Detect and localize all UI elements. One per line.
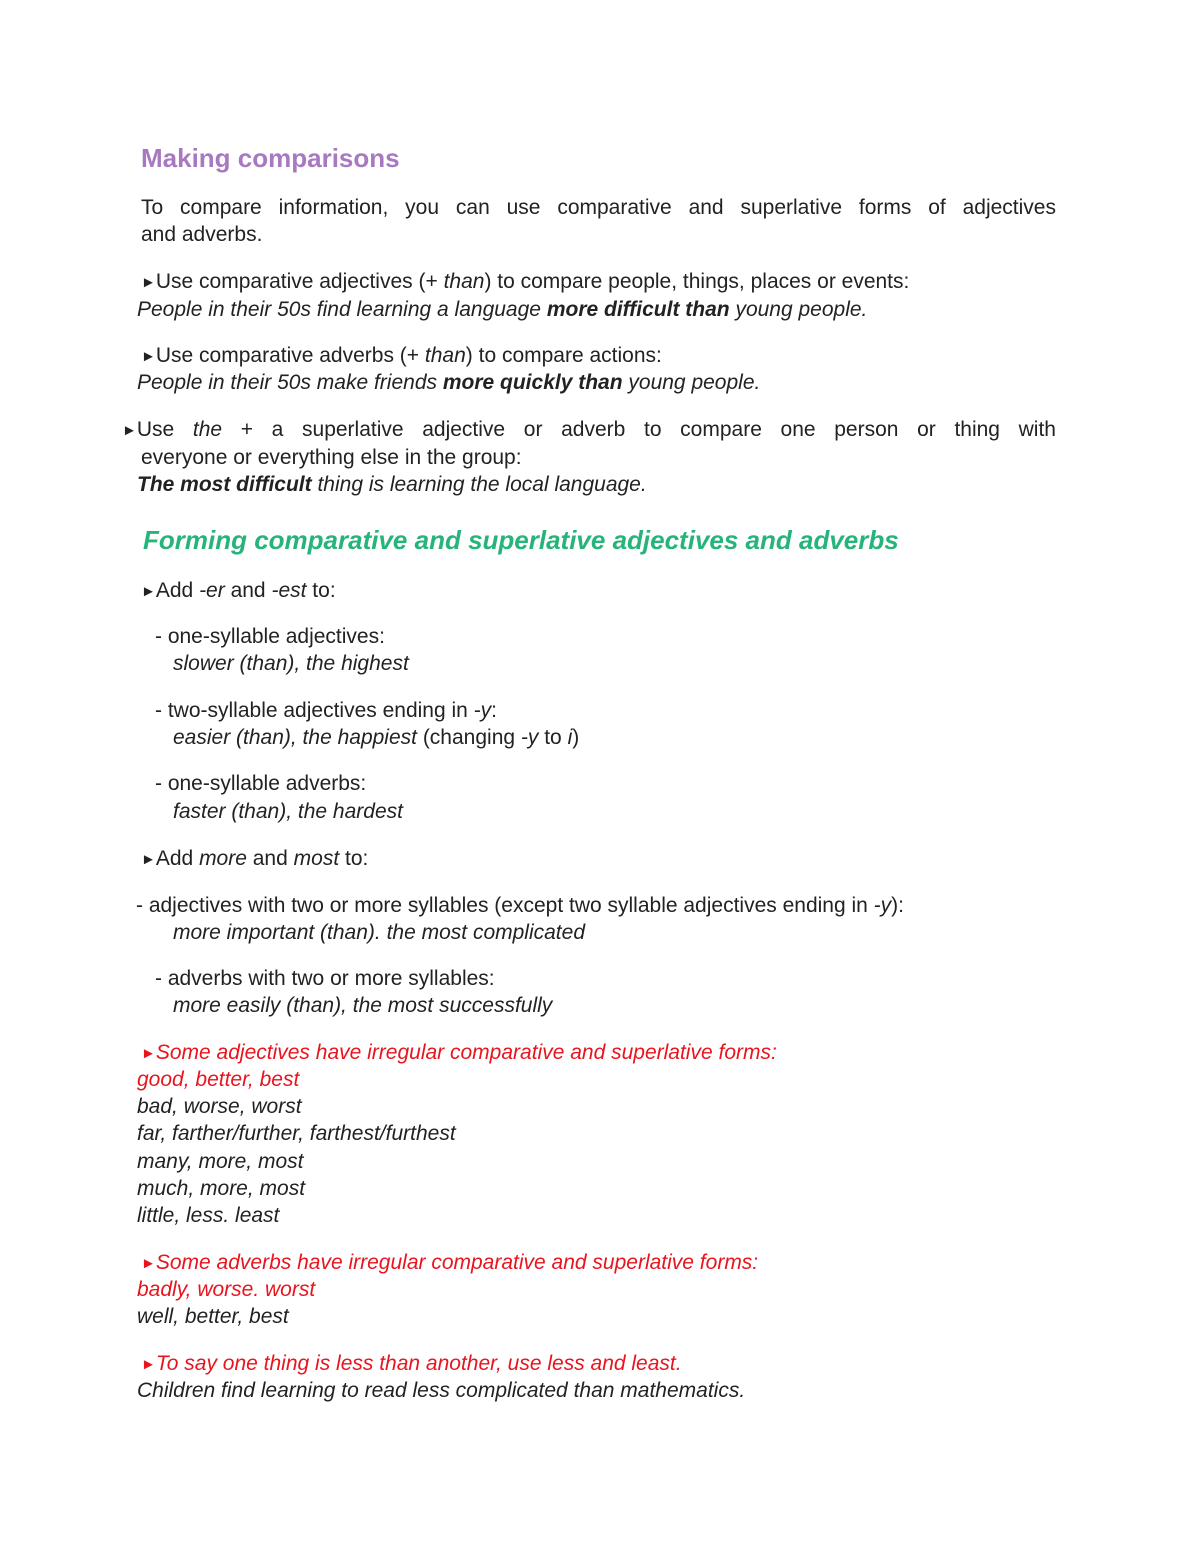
list-item-example: easier (than), the happiest (changing -y to i) <box>173 726 580 749</box>
list-item-label: - one-syllable adverbs: <box>155 772 367 795</box>
example-comparative-adjectives: People in their 50s find learning a language more difficult than young people. <box>137 298 868 321</box>
rule-comparative-adjectives: ►Use comparative adjectives (+ than) to compare people, things, places or events: <box>141 270 910 293</box>
arrow-bullet-icon: ► <box>122 422 137 439</box>
irregular-form: far, farther/further, farthest/furthest <box>137 1122 456 1145</box>
rule-irregular-adverbs: ►Some adverbs have irregular comparative and superlative forms: <box>141 1251 759 1274</box>
example-comparative-adverbs: People in their 50s make friends more quickly than young people. <box>137 371 761 394</box>
list-item-example: more important (than). the most complicated <box>173 921 586 944</box>
rule-comparative-adverbs: ►Use comparative adverbs (+ than) to compare actions: <box>141 344 662 367</box>
intro-line-1: To compare information, you can use comparative and superlative forms of adjectives <box>141 196 1056 219</box>
example-superlative: The most difficult thing is learning the local language. <box>137 473 647 496</box>
list-item-label: - adjectives with two or more syllables (except two syllable adjectives ending in -y): <box>136 894 904 917</box>
page-title: Making comparisons <box>141 143 400 173</box>
arrow-bullet-icon: ► <box>141 851 156 868</box>
example-less-least: Children find learning to read less complicated than mathematics. <box>137 1379 746 1402</box>
arrow-bullet-icon: ► <box>141 274 156 291</box>
arrow-bullet-icon: ► <box>141 583 156 600</box>
irregular-form: little, less. least <box>137 1204 280 1227</box>
arrow-bullet-icon: ► <box>141 348 156 365</box>
list-item-label: - adverbs with two or more syllables: <box>155 967 495 990</box>
rule-add-more-most: ►Add more and most to: <box>141 847 369 870</box>
rule-superlative-line-2: everyone or everything else in the group: <box>141 446 522 469</box>
list-item-label: - two-syllable adjectives ending in -y: <box>155 699 498 722</box>
irregular-form: badly, worse. worst <box>137 1278 316 1301</box>
rule-superlative: ►Use the + a superlative adjective or adverb to compare one person or thing with <box>122 418 1056 441</box>
list-item-label: - one-syllable adjectives: <box>155 625 385 648</box>
rule-add-er-est: ►Add -er and -est to: <box>141 579 336 602</box>
irregular-form: well, better, best <box>137 1305 289 1328</box>
intro-line-2: and adverbs. <box>141 223 263 246</box>
rule-irregular-adjectives: ►Some adjectives have irregular comparative and superlative forms: <box>141 1041 777 1064</box>
irregular-form: bad, worse, worst <box>137 1095 302 1118</box>
irregular-form: many, more, most <box>137 1150 304 1173</box>
irregular-form: good, better, best <box>137 1068 300 1091</box>
arrow-bullet-icon: ► <box>141 1045 156 1062</box>
list-item-example: more easily (than), the most successfully <box>173 994 553 1017</box>
list-item-example: faster (than), the hardest <box>173 800 403 823</box>
arrow-bullet-icon: ► <box>141 1356 156 1373</box>
arrow-bullet-icon: ► <box>141 1255 156 1272</box>
irregular-form: much, more, most <box>137 1177 306 1200</box>
rule-less-least: ►To say one thing is less than another, use less and least. <box>141 1352 682 1375</box>
list-item-example: slower (than), the highest <box>173 652 409 675</box>
section-heading-forming: Forming comparative and superlative adjectives and adverbs <box>143 525 899 555</box>
